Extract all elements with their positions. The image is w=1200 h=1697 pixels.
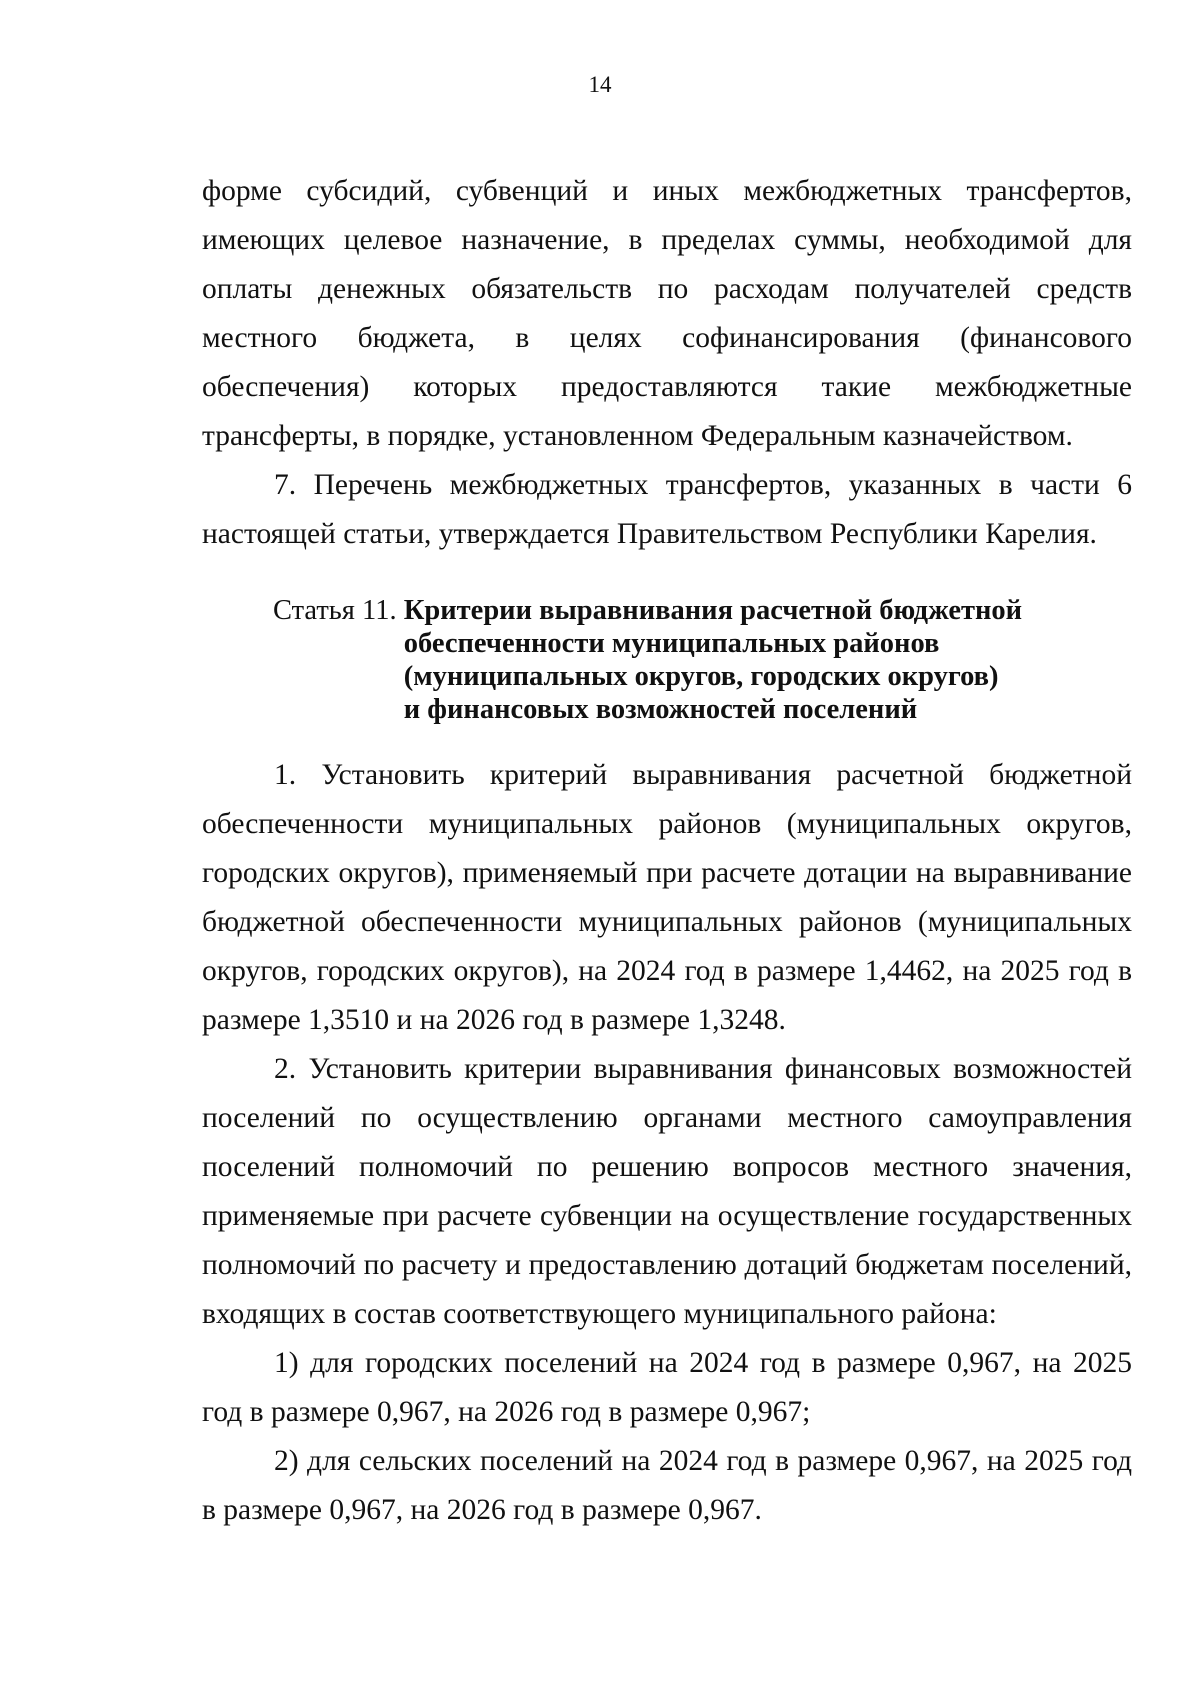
article-title-line: Критерии выравнивания расчетной бюджетной xyxy=(403,595,1023,626)
subitem-1: 1) для городских поселений на 2024 год в размере 0,967, на 2025 год в размере 0,967, на 2026 год в размере 0,967; xyxy=(202,1347,1132,1428)
paragraph-continuation: форме субсидий, субвенций и иных межбюджетных трансфертов, имеющих целевое назначение, в пределах суммы, необходимой для оплаты денежных обязательств по расходам получателей средств местного бюджета, в целях софинансирования (финансового обеспечения) которых предоставляются такие межбюджетные трансферты, в порядке, установленном Федеральным казначейством. xyxy=(202,175,1132,452)
page-number: 14 xyxy=(588,72,612,97)
article-title-line: (муниципальных округов, городских округов) xyxy=(403,661,999,692)
article-title xyxy=(404,594,1022,726)
paragraph-item-7: 7. Перечень межбюджетных трансфертов, указанных в части 6 настоящей статьи, утверждается Правительством Республики Карелия. xyxy=(202,469,1132,550)
article-title-line: и финансовых возможностей поселений xyxy=(403,694,918,725)
text-block-top xyxy=(202,167,1132,559)
article-number: Статья 11. xyxy=(273,595,404,626)
paragraph-item-1: 1. Установить критерий выравнивания расчетной бюджетной обеспеченности муниципальных районов (муниципальных округов, городских округов), применяемый при расчете дотации на выравнивание бюджетной обеспеченности муниципальных районов (муниципальных округов, городских округов), на 2024 год в размере 1,4462, на 2025 год в размере 1,3510 и на 2026 год в размере 1,3248. xyxy=(202,759,1132,1036)
paragraph-item-2: 2. Установить критерии выравнивания финансовых возможностей поселений по осуществлению органами местного самоуправления поселений полномочий по решению вопросов местного значения, применяемые при расчете субвенции на осуществление государственных полномочий по расчету и предоставлению дотаций бюджетам поселений, входящих в состав соответствующего муниципального района: xyxy=(202,1053,1132,1330)
text-block-main xyxy=(202,751,1132,1535)
article-heading xyxy=(273,594,1022,726)
article-title-line: обеспеченности муниципальных районов xyxy=(403,628,940,659)
subitem-2: 2) для сельских поселений на 2024 год в размере 0,967, на 2025 год в размере 0,967, на 2026 год в размере 0,967. xyxy=(202,1445,1132,1526)
